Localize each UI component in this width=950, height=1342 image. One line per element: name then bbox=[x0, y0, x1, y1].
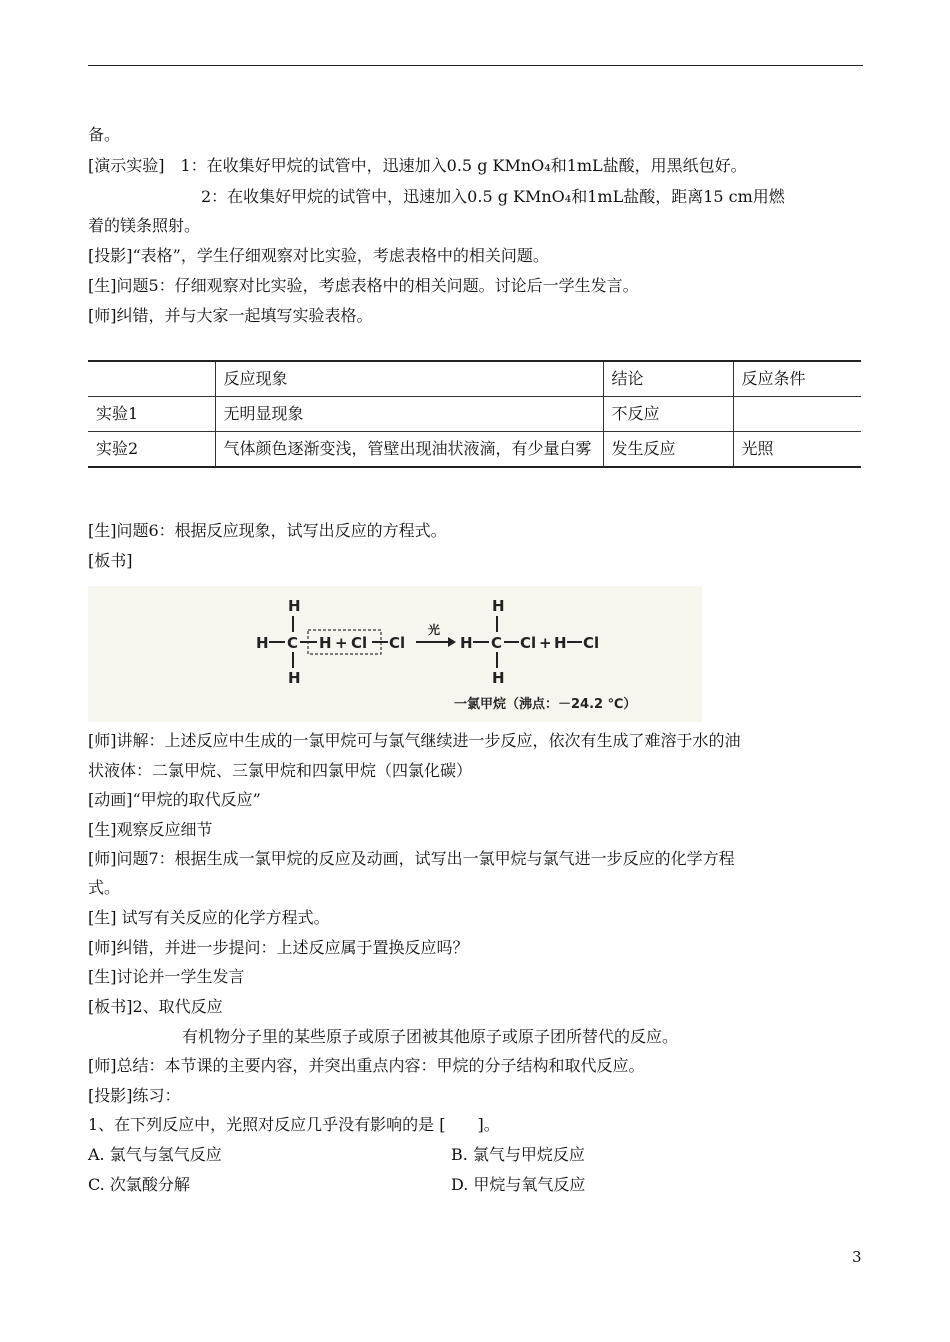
table-header-cell: 反应现象 bbox=[215, 361, 603, 397]
text-line: [师]纠错，并与大家一起填写实验表格。 bbox=[88, 306, 373, 325]
atom-cl: Cl bbox=[351, 634, 368, 652]
header-rule bbox=[88, 65, 863, 66]
option-c: C. 次氯酸分解 bbox=[88, 1175, 190, 1194]
text-line: [板书] bbox=[88, 551, 133, 570]
arrow-head-icon bbox=[448, 637, 456, 647]
condition-label: 光 bbox=[428, 623, 441, 637]
table-cell: 实验2 bbox=[88, 432, 215, 468]
page-number: 3 bbox=[852, 1248, 862, 1266]
product-label: 一氯甲烷（沸点：－24.2 ℃） bbox=[454, 697, 637, 712]
atom-h-left: H bbox=[256, 634, 269, 652]
text-line: [动画]“甲烷的取代反应” bbox=[88, 790, 261, 809]
text-line: [师]讲解：上述反应中生成的一氯甲烷可与氯气继续进一步反应，依次有生成了难溶于水的油 bbox=[88, 731, 741, 750]
text-line: 备。 bbox=[88, 125, 121, 144]
question-line: 1、在下列反应中，光照对反应几乎没有影响的是 [ ]。 bbox=[88, 1115, 500, 1134]
atom-h-top: H bbox=[492, 597, 505, 615]
text-line: [板书]2、取代反应 bbox=[88, 997, 223, 1016]
table-header-row bbox=[88, 361, 861, 397]
plus-sign: + bbox=[539, 634, 552, 652]
text-line: [师]问题7：根据生成一氯甲烷的反应及动画，试写出一氯甲烷与氯气进一步反应的化学方程 bbox=[88, 849, 735, 868]
table-cell: 光照 bbox=[733, 432, 861, 468]
text-line: [生]观察反应细节 bbox=[88, 820, 213, 839]
text-line: [生]问题6：根据反应现象，试写出反应的方程式。 bbox=[88, 521, 447, 540]
text-line: [投影]“表格”，学生仔细观察对比实验，考虑表格中的相关问题。 bbox=[88, 246, 549, 265]
table-header-cell: 结论 bbox=[603, 361, 733, 397]
text-line: 状液体：二氯甲烷、三氯甲烷和四氯甲烷（四氯化碳） bbox=[88, 761, 473, 780]
table-cell bbox=[733, 397, 861, 432]
text-line: [生]问题5：仔细观察对比实验，考虑表格中的相关问题。讨论后一学生发言。 bbox=[88, 276, 639, 295]
text-line: [投影]练习： bbox=[88, 1086, 181, 1105]
table-cell: 不反应 bbox=[603, 397, 733, 432]
plus-sign: + bbox=[335, 634, 348, 652]
reaction-equation-image bbox=[88, 586, 702, 722]
atom-cl: Cl bbox=[520, 634, 537, 652]
table-header-cell: 反应条件 bbox=[733, 361, 861, 397]
atom-c: C bbox=[491, 634, 503, 652]
atom-h-left: H bbox=[460, 634, 473, 652]
text-line: 着的镁条照射。 bbox=[88, 216, 201, 235]
atom-h-bottom: H bbox=[492, 669, 505, 687]
table-cell: 实验1 bbox=[88, 397, 215, 432]
text-line: [演示实验] 1：在收集好甲烷的试管中，迅速加入0.5 g KMnO₄和1mL盐酸，用黑纸包好。 bbox=[88, 156, 747, 175]
table-row bbox=[88, 397, 861, 432]
table-cell: 气体颜色逐渐变浅，管壁出现油状液滴，有少量白雾 bbox=[215, 432, 603, 468]
table-cell: 无明显现象 bbox=[215, 397, 603, 432]
table-row bbox=[88, 432, 861, 468]
text-line: 2：在收集好甲烷的试管中，迅速加入0.5 g KMnO₄和1mL盐酸，距离15 cm用燃 bbox=[201, 187, 785, 206]
option-d: D. 甲烷与氧气反应 bbox=[451, 1175, 586, 1194]
atom-cl: Cl bbox=[389, 634, 406, 652]
atom-c: C bbox=[287, 634, 299, 652]
atom-cl: Cl bbox=[583, 634, 600, 652]
atom-h: H bbox=[554, 634, 567, 652]
atom-h-top: H bbox=[288, 597, 301, 615]
option-b: B. 氯气与甲烷反应 bbox=[451, 1145, 585, 1164]
text-line: [生] 试写有关反应的化学方程式。 bbox=[88, 908, 330, 927]
text-line: [师]纠错，并进一步提问：上述反应属于置换反应吗？ bbox=[88, 938, 469, 957]
atom-h: H bbox=[319, 634, 332, 652]
table-header-cell bbox=[88, 361, 215, 397]
definition-text: 有机物分子里的某些原子或原子团被其他原子或原子团所替代的反应。 bbox=[182, 1027, 679, 1046]
option-a: A. 氯气与氢气反应 bbox=[88, 1145, 222, 1164]
experiment-table bbox=[88, 360, 861, 468]
atom-h-bottom: H bbox=[288, 669, 301, 687]
text-line: [生]讨论并一学生发言 bbox=[88, 967, 245, 986]
reaction-equation-svg bbox=[88, 586, 702, 722]
text-line: [师]总结：本节课的主要内容，并突出重点内容：甲烷的分子结构和取代反应。 bbox=[88, 1056, 645, 1075]
table-cell: 发生反应 bbox=[603, 432, 733, 468]
text-line: 式。 bbox=[88, 878, 121, 897]
